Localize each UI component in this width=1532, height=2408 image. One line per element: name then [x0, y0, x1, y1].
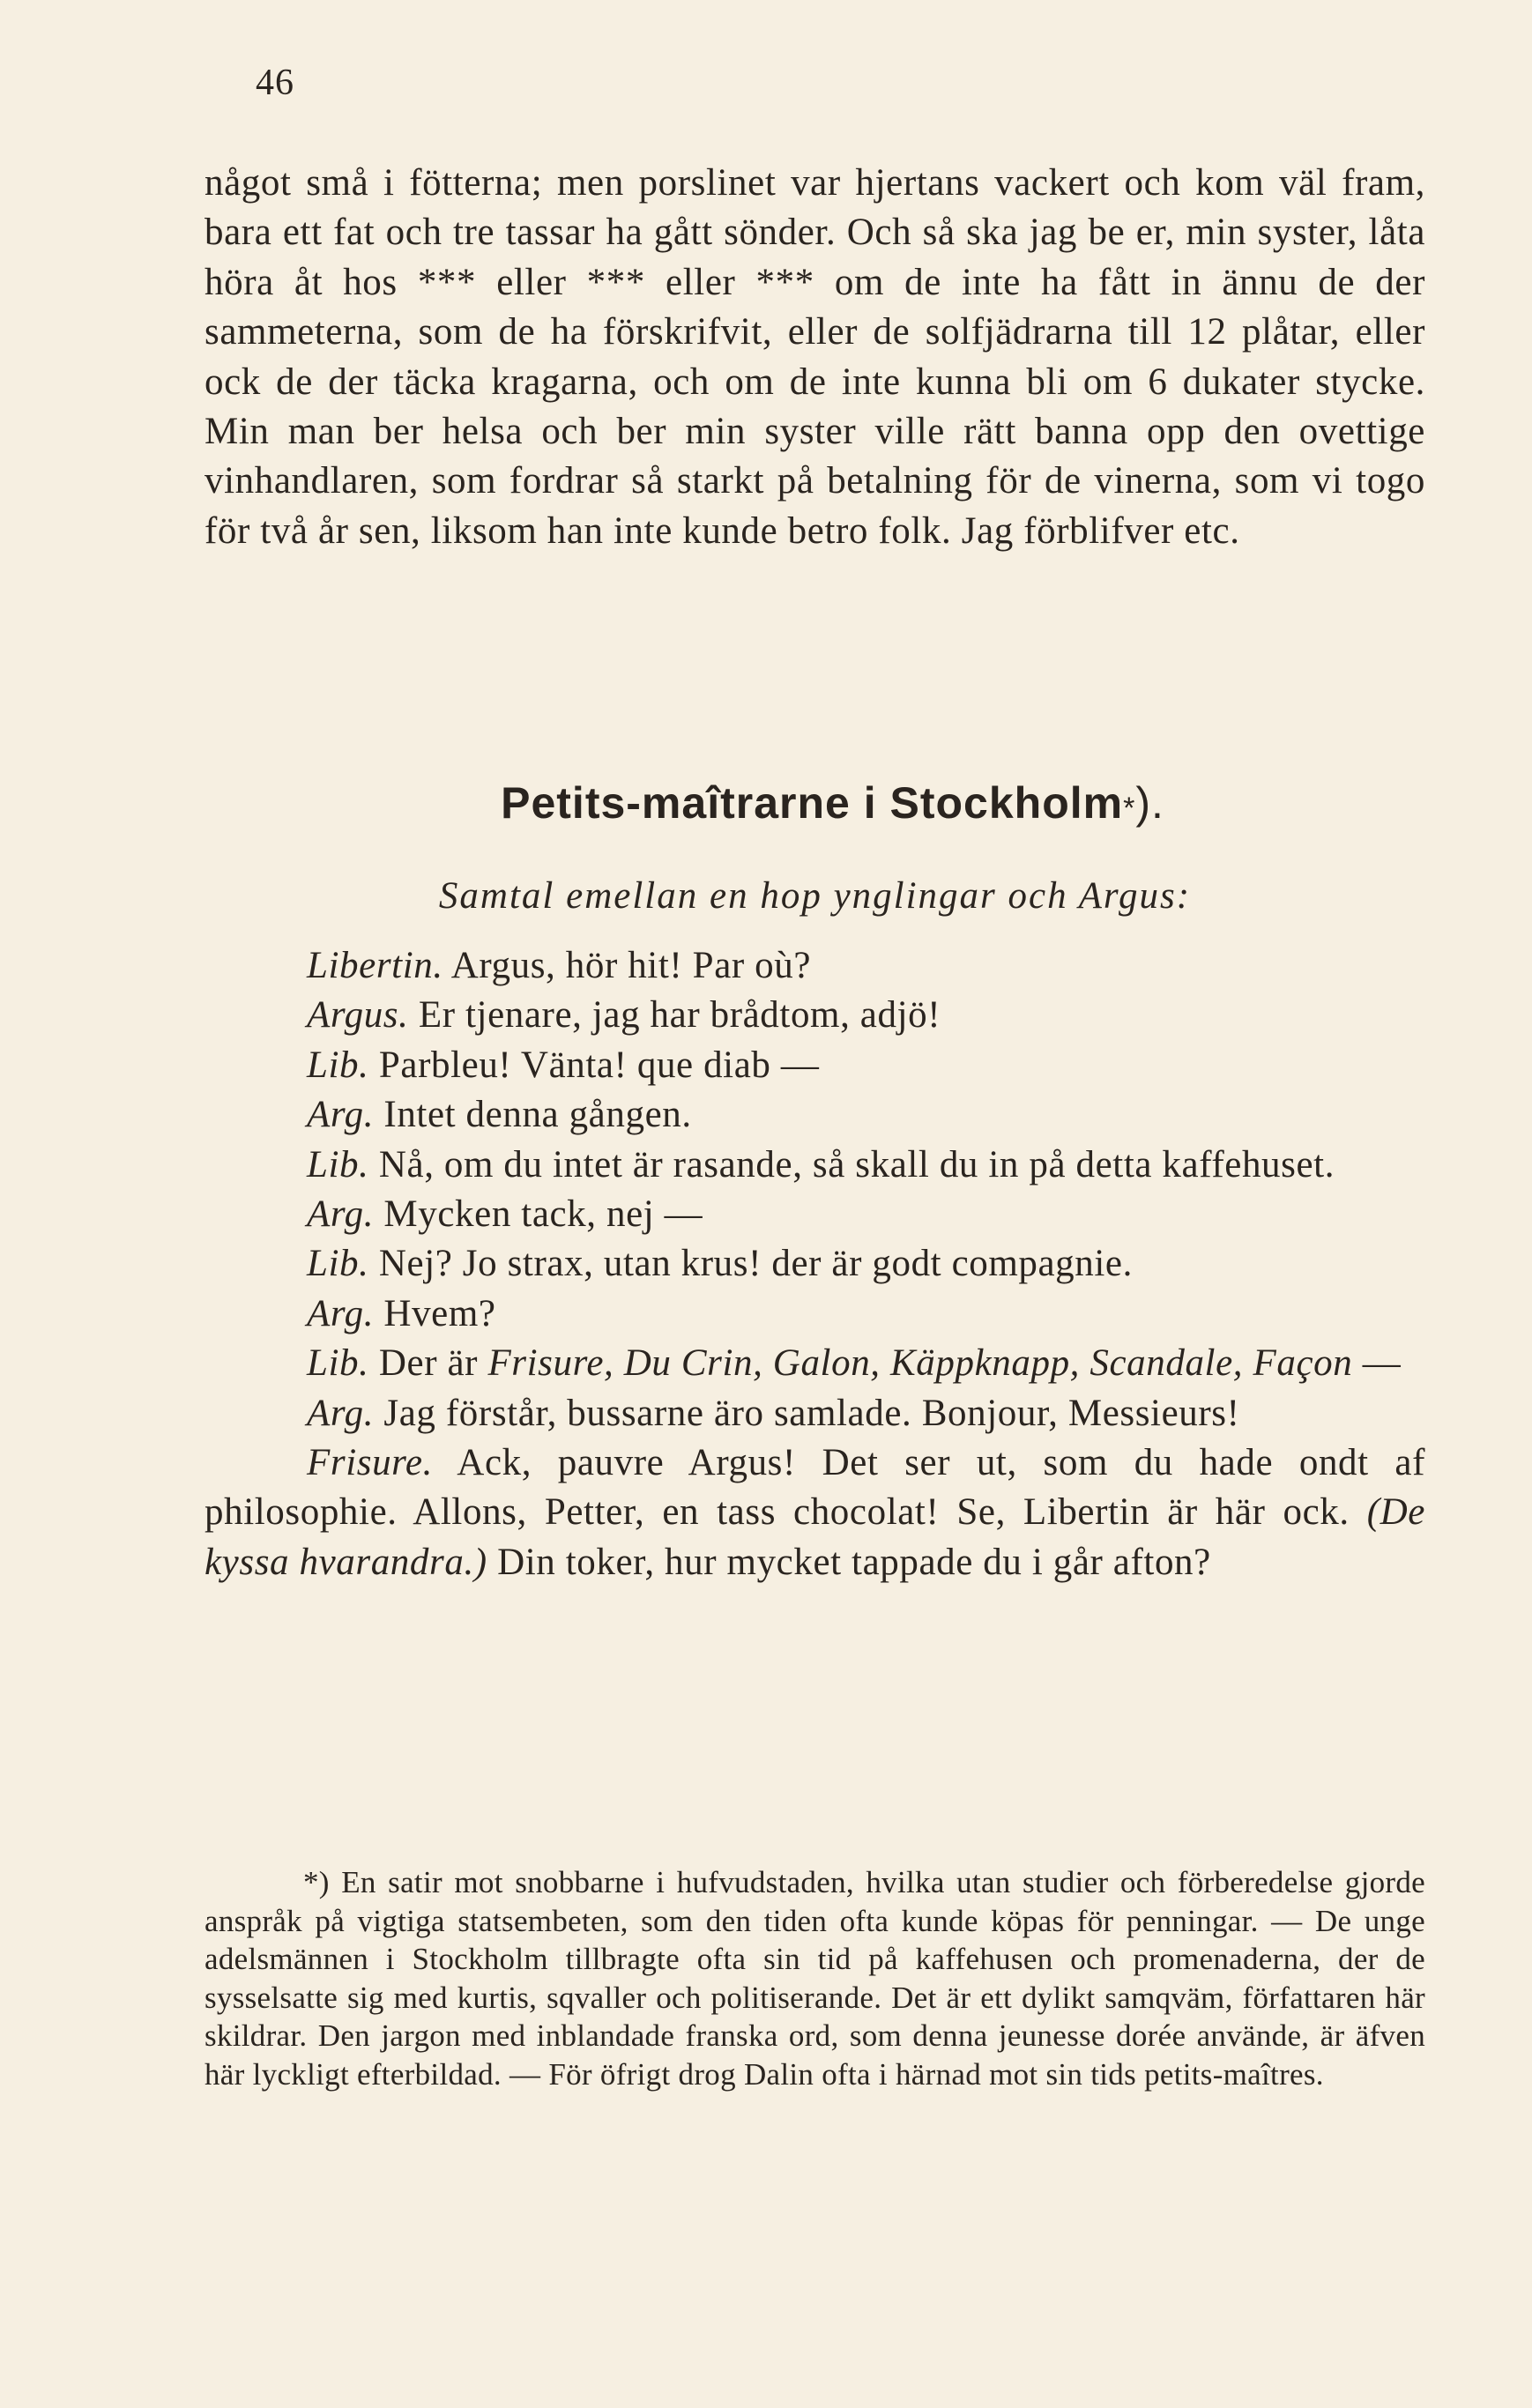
dialogue-line: [205, 1289, 1425, 1339]
section-subtitle: Samtal emellan en hop ynglingar och Argus:: [438, 875, 1192, 917]
dialogue: [205, 941, 1425, 1587]
dialogue-line: [205, 941, 1425, 991]
speaker-name: Arg.: [307, 1094, 375, 1136]
speaker-name: Lib.: [307, 1342, 369, 1385]
speaker-name: Arg.: [307, 1193, 375, 1236]
footnote: *) En satir mot snobbarne i hufvudstaden, hvilka utan studier och förberedelse gjorde anspråk på vigtiga statsembeten, som den tiden ofta kunde köpas för penningar. — De unge adelsmännen i Stockholm tillbragte ofta sin tid på kaffehusen och promenaderna, der de sysselsatte sig med kurtis, sqvaller och politiserande. Det är ett dylikt samqväm, författaren här skildrar. Den jargon med inblandade franska ord, som denna jeunesse dorée använde, är äfven här lyckligt efterbildad. — För öfrigt drog Dalin ofta i härnad mot sin tids petits-maîtres.: [205, 1865, 1425, 2092]
line-text: Intet denna gången.: [374, 1094, 692, 1136]
line-text: Ack, pauvre Argus! Det ser ut, som du hade ondt af philosophie. Allons, Petter, en tass chocolat! Se, Libertin är här ock.: [205, 1442, 1425, 1534]
dialogue-line: [205, 991, 1425, 1040]
line-text: Jag förstår, bussarne äro samlade. Bonjour, Messieurs!: [374, 1392, 1240, 1434]
speaker-name: Lib.: [307, 1143, 369, 1185]
section-heading: [205, 777, 1425, 829]
footnote-marker: *: [1123, 792, 1136, 825]
line-text: Er tjenare, jag har brådtom, adjö!: [408, 994, 941, 1037]
dialogue-line: [205, 1190, 1425, 1239]
speaker-name: Arg.: [307, 1392, 375, 1434]
dialogue-line: [205, 1339, 1425, 1388]
dialogue-line: [205, 1389, 1425, 1438]
line-text: Parbleu! Vänta! que diab —: [368, 1044, 820, 1086]
page-number: 46: [256, 63, 294, 103]
line-text: Hvem?: [374, 1292, 496, 1334]
line-text: Nej? Jo strax, utan krus! der är godt compagnie.: [368, 1243, 1133, 1285]
section-title: Petits-maîtrarne i Stockholm: [501, 778, 1124, 828]
dialogue-line: [205, 1239, 1425, 1289]
line-text: Nå, om du intet är rasande, så skall du in på detta kaffehuset.: [368, 1143, 1335, 1185]
speaker-name: Arg.: [307, 1292, 375, 1334]
dialogue-line: [205, 1090, 1425, 1140]
line-text-after: Din toker, hur mycket tappade du i går afton?: [487, 1541, 1211, 1583]
dialogue-line: [205, 1041, 1425, 1090]
dialogue-line: [205, 1438, 1425, 1587]
body-paragraph: något små i fötterna; men porslinet var hjertans vackert och kom väl fram, bara ett fat och tre tassar ha gått sönder. Och så ska jag be er, min syster, låta höra åt hos *** eller *** eller *** om de inte ha fått in ännu de der sammeterna, som de ha förskrifvit, eller de solfjädrarna till 12 plåtar, eller ock de der täcka kragarna, och om de inte kunna bli om 6 dukater stycke. Min man ber helsa och ber min syster ville rätt banna opp den ovettige vinhandlaren, som fordrar så starkt på betalning för de vinerna, som vi togo för två år sen, liksom han inte kunde betro folk. Jag förblifver etc.: [205, 162, 1425, 552]
character-names: Frisure, Du Crin, Galon, Käppknapp, Scandale, Façon: [487, 1342, 1353, 1385]
dialogue-line: [205, 1141, 1425, 1190]
stage-direction: (De kyssa hvarandra.): [205, 1491, 1425, 1583]
line-text: Der är: [368, 1342, 488, 1385]
speaker-name: Libertin.: [307, 945, 443, 986]
speaker-name: Lib.: [307, 1243, 369, 1285]
line-text: Argus, hör hit! Par où?: [442, 945, 812, 986]
speaker-name: Frisure.: [307, 1442, 433, 1484]
line-text: Mycken tack, nej —: [374, 1193, 703, 1236]
speaker-name: Argus.: [307, 994, 409, 1037]
line-text-after: —: [1352, 1342, 1402, 1385]
speaker-name: Lib.: [307, 1044, 369, 1086]
heading-close-paren: ).: [1135, 778, 1164, 828]
